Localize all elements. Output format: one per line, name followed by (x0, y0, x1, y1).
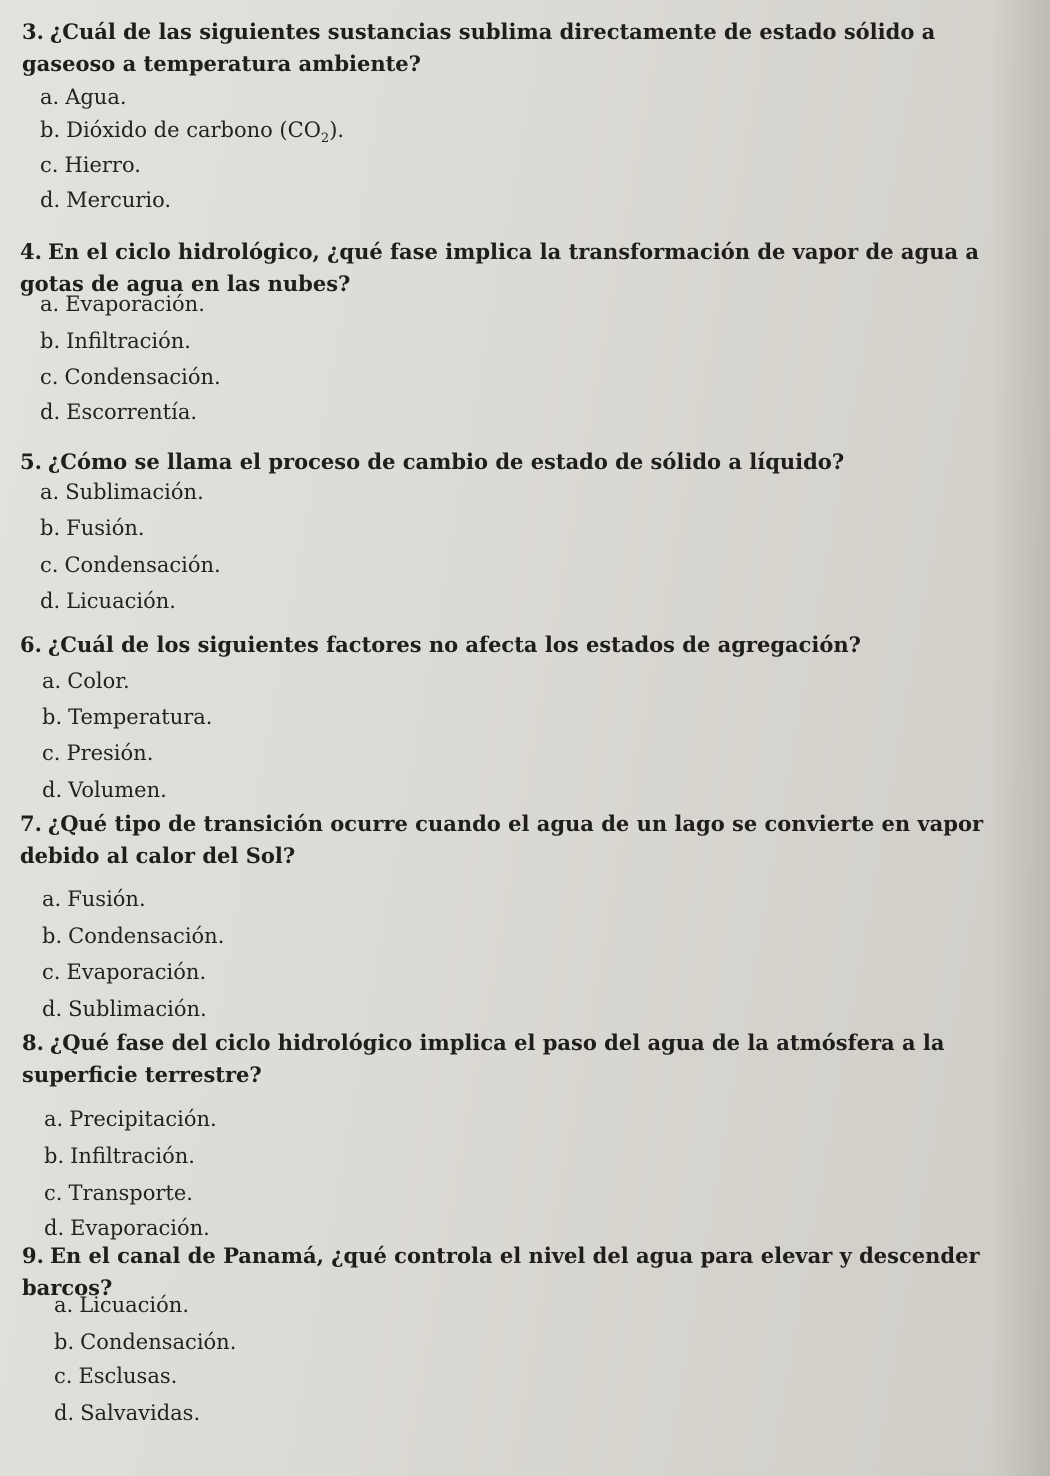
option-text: Sublimación. (65, 480, 204, 504)
question-number: 6. (20, 632, 42, 657)
option-letter: c. (40, 153, 59, 177)
option-text: Escorrentía. (66, 400, 198, 424)
question-number: 5. (20, 449, 42, 474)
option-4c (40, 362, 221, 392)
question-text: ¿Qué tipo de transición ocurre cuando el agua de un lago se convierte en vapor debido al calor del Sol? (20, 811, 984, 868)
option-letter: c. (44, 1181, 63, 1205)
option-7b (42, 921, 224, 951)
option-letter: c. (54, 1364, 73, 1388)
option-text: Temperatura. (68, 705, 213, 729)
option-letter: d. (40, 188, 61, 212)
option-letter: c. (42, 741, 61, 765)
option-text: Agua. (65, 85, 127, 109)
option-text: Mercurio. (66, 188, 172, 212)
option-6d (42, 775, 167, 805)
option-letter: d. (42, 997, 63, 1021)
option-4d (40, 397, 197, 427)
option-text: Infiltración. (70, 1144, 195, 1168)
option-text-end: ). (329, 118, 345, 142)
question-text: ¿Qué fase del ciclo hidrológico implica el paso del agua de la atmósfera a la superficie terrestre? (22, 1030, 945, 1087)
option-text: Condensación. (64, 553, 221, 577)
question-text: En el canal de Panamá, ¿qué controla el nivel del agua para elevar y descender barcos? (22, 1243, 980, 1300)
option-text: Evaporación. (65, 292, 205, 316)
option-letter: a. (40, 480, 60, 504)
question-3 (22, 16, 982, 80)
option-letter: c. (42, 960, 61, 984)
option-text: Esclusas. (78, 1364, 178, 1388)
option-text: Sublimación. (68, 997, 207, 1021)
option-7c (42, 957, 206, 987)
option-letter: d. (40, 400, 61, 424)
option-6b (42, 702, 212, 732)
option-letter: b. (54, 1330, 75, 1354)
option-letter: c. (40, 553, 59, 577)
option-8b (44, 1141, 195, 1171)
option-letter: b. (40, 329, 61, 353)
option-text: Hierro. (64, 153, 141, 177)
option-letter: b. (40, 118, 61, 142)
question-number: 7. (20, 811, 42, 836)
option-9a (54, 1290, 189, 1320)
option-9d (54, 1398, 200, 1428)
option-text: Color. (67, 669, 130, 693)
question-text: ¿Cuál de los siguientes factores no afecta los estados de agregación? (47, 632, 861, 657)
option-9c (54, 1361, 177, 1391)
option-text: Evaporación. (70, 1216, 210, 1240)
option-letter: b. (44, 1144, 65, 1168)
option-letter: b. (42, 705, 63, 729)
option-letter: a. (42, 887, 62, 911)
option-letter: a. (42, 669, 62, 693)
option-9b (54, 1327, 236, 1357)
option-text: Condensación. (68, 924, 225, 948)
option-text: Presión. (66, 741, 154, 765)
question-5 (20, 446, 1010, 478)
option-text: Salvavidas. (80, 1401, 201, 1425)
option-7a (42, 884, 146, 914)
option-text: Licuación. (79, 1293, 189, 1317)
option-letter: d. (40, 589, 61, 613)
option-letter: a. (40, 292, 60, 316)
option-4a (40, 289, 205, 319)
option-8a (44, 1104, 217, 1134)
question-text: En el ciclo hidrológico, ¿qué fase implica la transformación de vapor de agua a gotas de agua en las nubes? (20, 239, 979, 296)
question-8 (22, 1027, 1032, 1091)
option-letter: a. (54, 1293, 74, 1317)
question-6 (20, 629, 1010, 661)
option-letter: d. (42, 778, 63, 802)
option-subscript: 2 (320, 131, 330, 147)
question-text: ¿Cómo se llama el proceso de cambio de estado de sólido a líquido? (47, 449, 845, 474)
option-3a (40, 82, 127, 112)
option-text: Precipitación. (69, 1107, 217, 1131)
option-5d (40, 586, 176, 616)
option-6c (42, 738, 153, 768)
option-text: Evaporación. (66, 960, 207, 984)
option-5a (40, 477, 204, 507)
option-text: Volumen. (68, 778, 167, 802)
question-number: 4. (20, 239, 42, 264)
option-text: Fusión. (67, 887, 146, 911)
option-3b (40, 115, 344, 154)
question-number: 8. (22, 1030, 44, 1055)
option-4b (40, 326, 191, 356)
option-letter: d. (44, 1216, 65, 1240)
option-text: Condensación. (64, 365, 221, 389)
option-text: Condensación. (80, 1330, 237, 1354)
option-7d (42, 994, 207, 1024)
option-letter: c. (40, 365, 59, 389)
option-letter: b. (40, 516, 61, 540)
option-3d (40, 185, 171, 215)
option-3c (40, 150, 141, 180)
question-number: 3. (22, 19, 44, 44)
option-letter: b. (42, 924, 63, 948)
option-text: Dióxido de carbono (CO (66, 118, 321, 142)
option-letter: d. (54, 1401, 75, 1425)
option-8d (44, 1213, 210, 1243)
option-text: Licuación. (66, 589, 176, 613)
option-5c (40, 550, 221, 580)
question-text: ¿Cuál de las siguientes sustancias sublima directamente de estado sólido a gaseoso a temperatura ambiente? (22, 19, 936, 76)
option-text: Infiltración. (66, 329, 191, 353)
question-number: 9. (22, 1243, 44, 1268)
option-letter: a. (40, 85, 60, 109)
option-6a (42, 666, 130, 696)
option-text: Fusión. (66, 516, 145, 540)
option-letter: a. (44, 1107, 64, 1131)
option-5b (40, 513, 145, 543)
option-text: Transporte. (68, 1181, 193, 1205)
question-7 (20, 808, 1020, 872)
option-8c (44, 1178, 193, 1208)
